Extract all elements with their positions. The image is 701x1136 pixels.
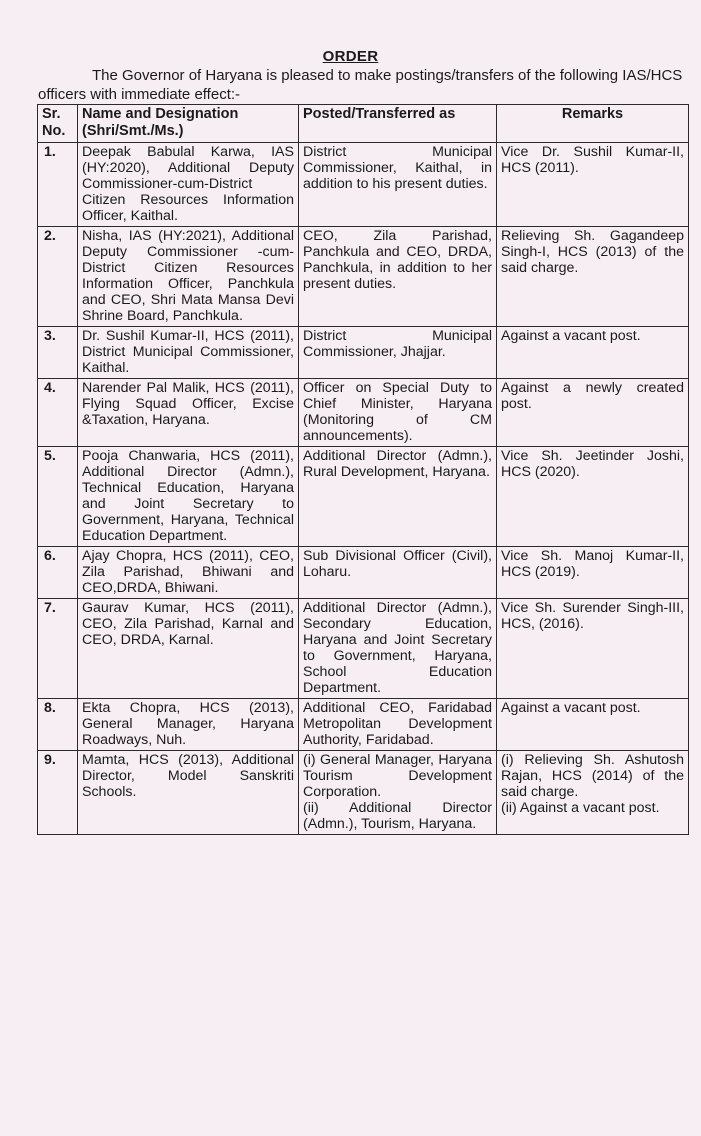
row-sr: 6.: [38, 547, 78, 599]
row-sr: 9.: [38, 751, 78, 835]
remarks-part-2: (ii) Against a vacant post.: [501, 800, 660, 816]
row-sr: 7.: [38, 599, 78, 699]
row-posted: Additional CEO, Faridabad Metropolitan Development Authority, Faridabad.: [299, 699, 497, 751]
posted-part-2: (ii) Additional Director (Admn.), Tourism, Haryana.: [303, 800, 492, 832]
row-posted: District Municipal Commissioner, Jhajjar.: [299, 327, 497, 379]
remarks-part-1: (i) Relieving Sh. Ashutosh Rajan, HCS (2014) of the said charge.: [501, 752, 684, 800]
order-intro: The Governor of Haryana is pleased to make postings/transfers of the following IAS/HCS officers with immediate effect:-: [38, 67, 683, 103]
row-posted: CEO, Zila Parishad, Panchkula and CEO, DRDA, Panchkula, in addition to her present duties.: [299, 227, 497, 327]
row-remarks: Vice Sh. Manoj Kumar-II, HCS (2019).: [497, 547, 689, 599]
row-name: Dr. Sushil Kumar-II, HCS (2011), District Municipal Commissioner, Kaithal.: [78, 327, 299, 379]
table-row: [38, 227, 689, 327]
row-posted: [299, 751, 497, 835]
table-row: [38, 379, 689, 447]
table-row: [38, 751, 689, 835]
row-name: Mamta, HCS (2013), Additional Director, Model Sanskriti Schools.: [78, 751, 299, 835]
header-name-designation: Name and Designation (Shri/Smt./Ms.): [78, 105, 299, 143]
row-remarks: Against a vacant post.: [497, 327, 689, 379]
row-remarks: Against a vacant post.: [497, 699, 689, 751]
row-remarks: Against a newly created post.: [497, 379, 689, 447]
row-name: Ekta Chopra, HCS (2013), General Manager, Haryana Roadways, Nuh.: [78, 699, 299, 751]
row-name: Pooja Chanwaria, HCS (2011), Additional Director (Admn.), Technical Education, Haryana and Joint Secretary to Government, Haryana, Technical Education Department.: [78, 447, 299, 547]
row-posted: Officer on Special Duty to Chief Minister, Haryana (Monitoring of CM announcements).: [299, 379, 497, 447]
row-name: Ajay Chopra, HCS (2011), CEO, Zila Parishad, Bhiwani and CEO,DRDA, Bhiwani.: [78, 547, 299, 599]
row-posted: District Municipal Commissioner, Kaithal, in addition to his present duties.: [299, 143, 497, 227]
table-header-row: [38, 105, 689, 143]
row-sr: 2.: [38, 227, 78, 327]
table-row: [38, 327, 689, 379]
row-sr: 8.: [38, 699, 78, 751]
row-name: Gaurav Kumar, HCS (2011), CEO, Zila Parishad, Karnal and CEO, DRDA, Karnal.: [78, 599, 299, 699]
row-sr: 5.: [38, 447, 78, 547]
table-row: [38, 547, 689, 599]
header-posted-as: Posted/Transferred as: [299, 105, 497, 143]
row-remarks: [497, 751, 689, 835]
table-row: [38, 599, 689, 699]
postings-table: [37, 104, 689, 835]
row-sr: 3.: [38, 327, 78, 379]
row-name: Narender Pal Malik, HCS (2011), Flying Squad Officer, Excise &Taxation, Haryana.: [78, 379, 299, 447]
row-remarks: Vice Sh. Jeetinder Joshi, HCS (2020).: [497, 447, 689, 547]
row-sr: 1.: [38, 143, 78, 227]
table-row: [38, 447, 689, 547]
row-posted: Additional Director (Admn.), Rural Development, Haryana.: [299, 447, 497, 547]
row-posted: Sub Divisional Officer (Civil), Loharu.: [299, 547, 497, 599]
row-posted: Additional Director (Admn.), Secondary Education, Haryana and Joint Secretary to Government, Haryana, School Education Department.: [299, 599, 497, 699]
row-remarks: Vice Sh. Surender Singh-III, HCS, (2016).: [497, 599, 689, 699]
row-name: Nisha, IAS (HY:2021), Additional Deputy Commissioner -cum- District Citizen Resources Information Officer, Panchkula and CEO, Shri Mata Mansa Devi Shrine Board, Panchkula.: [78, 227, 299, 327]
row-remarks: Vice Dr. Sushil Kumar-II, HCS (2011).: [497, 143, 689, 227]
posted-part-1: (i) General Manager, Haryana Tourism Development Corporation.: [303, 752, 492, 800]
header-sr-no: Sr. No.: [38, 105, 78, 143]
table-row: [38, 143, 689, 227]
row-remarks: Relieving Sh. Gagandeep Singh-I, HCS (2013) of the said charge.: [497, 227, 689, 327]
row-sr: 4.: [38, 379, 78, 447]
row-name: Deepak Babulal Karwa, IAS (HY:2020), Additional Deputy Commissioner-cum-District Citizen Resources Information Officer, Kaithal.: [78, 143, 299, 227]
order-title: ORDER: [322, 48, 379, 65]
table-row: [38, 699, 689, 751]
header-remarks: Remarks: [497, 105, 689, 143]
